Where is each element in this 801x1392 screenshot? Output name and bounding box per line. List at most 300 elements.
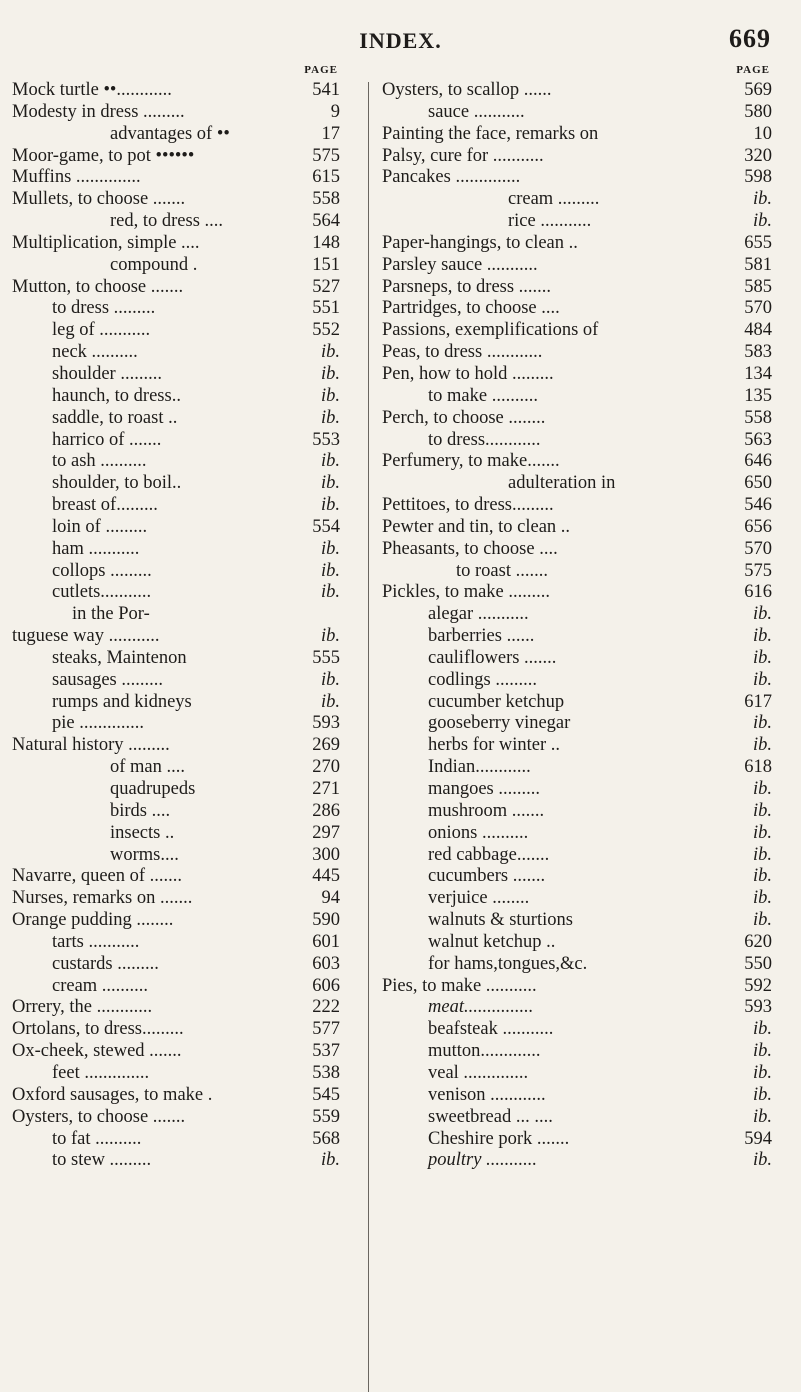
right-entries-list xyxy=(382,80,782,1172)
index-entry xyxy=(382,582,782,604)
index-entry xyxy=(382,1019,782,1041)
index-entry xyxy=(382,320,782,342)
index-entry-page: 10 xyxy=(753,123,772,144)
index-entry-page: 555 xyxy=(312,647,340,668)
index-entry-text: Mutton, to choose ....... xyxy=(12,276,184,297)
index-entry-page: 151 xyxy=(312,254,340,275)
index-entry xyxy=(12,364,348,386)
index-entry-text: mutton............. xyxy=(428,1041,541,1062)
index-entry-text: Parsneps, to dress ....... xyxy=(382,276,552,297)
index-entry xyxy=(382,80,782,102)
index-entry-text: Natural history ......... xyxy=(12,735,170,756)
index-entry-text: quadrupeds xyxy=(110,779,196,799)
index-entry-page: ib. xyxy=(320,560,340,581)
index-entry xyxy=(12,932,348,954)
index-entry-text: herbs for winter .. xyxy=(428,735,561,756)
index-entry-text: mushroom ....... xyxy=(428,800,545,821)
index-entry xyxy=(12,495,348,517)
index-entry-page: ib. xyxy=(752,211,772,232)
index-entry-text: to stew ......... xyxy=(52,1150,152,1171)
index-entry xyxy=(382,364,782,386)
index-entry xyxy=(12,713,348,735)
index-entry-page: 585 xyxy=(744,276,772,297)
index-entry xyxy=(382,866,782,888)
index-entry xyxy=(382,146,782,168)
index-entry xyxy=(382,233,782,255)
index-entry-page: 581 xyxy=(744,254,772,275)
index-entry xyxy=(12,757,348,779)
index-entry xyxy=(382,430,782,452)
index-entry-page: 484 xyxy=(744,320,772,341)
index-entry xyxy=(12,801,348,823)
index-entry-page: 580 xyxy=(744,101,772,122)
index-entry xyxy=(382,976,782,998)
index-entry-text: barberries ...... xyxy=(428,626,535,647)
index-entry-page: 616 xyxy=(744,582,772,603)
index-entry xyxy=(382,670,782,692)
index-entry xyxy=(382,735,782,757)
index-entry xyxy=(382,757,782,779)
index-entry-page: 550 xyxy=(744,953,772,974)
index-entry-text: custards ......... xyxy=(52,953,159,974)
index-entry-page: 570 xyxy=(744,298,772,319)
index-entry-page: 569 xyxy=(744,80,772,100)
index-entry-text: to roast ....... xyxy=(456,560,548,581)
index-entry-page: 577 xyxy=(312,1019,340,1040)
index-entry xyxy=(12,189,348,211)
index-entry-text: pie .............. xyxy=(52,713,144,734)
page-column-label: PAGE xyxy=(304,64,338,76)
index-entry xyxy=(12,866,348,888)
index-entry-text: compound . xyxy=(110,254,198,275)
index-entry-text: tuguese way ........... xyxy=(12,626,160,647)
index-entry-text: onions .......... xyxy=(428,822,529,843)
page-column-label: PAGE xyxy=(736,64,770,76)
index-entry-page: 17 xyxy=(321,123,340,144)
index-entry-page: ib. xyxy=(752,647,772,668)
index-entry-page: ib. xyxy=(320,385,340,406)
index-entry-page: 551 xyxy=(312,298,340,319)
index-entry-page: 575 xyxy=(744,560,772,581)
index-entry-text: Indian............ xyxy=(428,757,531,778)
index-entry xyxy=(12,342,348,364)
index-entry xyxy=(382,626,782,648)
index-entry xyxy=(12,124,348,146)
index-entry xyxy=(382,277,782,299)
index-entry-page: 445 xyxy=(312,866,340,887)
column-divider xyxy=(368,82,369,1392)
index-entry-text: cutlets........... xyxy=(52,582,152,603)
index-entry-page: 598 xyxy=(744,167,772,188)
index-entry-page: ib. xyxy=(320,538,340,559)
index-entry xyxy=(12,735,348,757)
index-entry-page: ib. xyxy=(752,822,772,843)
index-entry xyxy=(382,1063,782,1085)
index-entry-page: 618 xyxy=(744,757,772,778)
index-entry-page: 553 xyxy=(312,429,340,450)
index-entry xyxy=(382,386,782,408)
index-entry-text: Oysters, to scallop ...... xyxy=(382,80,552,100)
index-entry-text: tarts ........... xyxy=(52,931,140,952)
index-entry xyxy=(12,1150,348,1172)
index-entry xyxy=(12,430,348,452)
index-entry-text: collops ......... xyxy=(52,560,152,581)
index-entry xyxy=(382,167,782,189)
index-entry-text: leg of ........... xyxy=(52,320,151,341)
index-entry-page: ib. xyxy=(752,669,772,690)
index-entry xyxy=(12,823,348,845)
index-entry xyxy=(382,255,782,277)
index-entry-text: Orange pudding ........ xyxy=(12,910,174,931)
index-entry-text: gooseberry vinegar xyxy=(428,713,571,734)
index-entry-page: ib. xyxy=(752,779,772,799)
index-entry xyxy=(12,1019,348,1041)
index-entry-page: 558 xyxy=(312,189,340,210)
index-entry-text: to make .......... xyxy=(428,385,538,406)
index-entry-page: 538 xyxy=(312,1062,340,1083)
index-entry-text: Mullets, to choose ....... xyxy=(12,189,186,210)
index-entry xyxy=(382,845,782,867)
index-entry-text: Painting the face, remarks on xyxy=(382,123,599,144)
index-entry xyxy=(382,342,782,364)
index-entry-text: of man .... xyxy=(110,757,186,778)
index-entry-text: Palsy, cure for ........... xyxy=(382,145,544,166)
index-entry-page: ib. xyxy=(752,910,772,931)
index-entry-text: Oxford sausages, to make . xyxy=(12,1084,213,1105)
index-entry-text: neck .......... xyxy=(52,342,138,363)
index-entry-page: 537 xyxy=(312,1041,340,1062)
index-entry-text: for hams,tongues,&c. xyxy=(428,953,588,974)
index-entry-page: ib. xyxy=(320,669,340,690)
index-entry-text: advantages of •• xyxy=(110,123,230,144)
index-entry-text: walnut ketchup .. xyxy=(428,931,556,952)
index-entry-page: 541 xyxy=(312,80,340,100)
index-entry-text: poultry ........... xyxy=(428,1150,537,1171)
index-entry xyxy=(382,1150,782,1172)
index-entry-page: 564 xyxy=(312,211,340,232)
index-entry-page: 570 xyxy=(744,538,772,559)
index-entry-page: 300 xyxy=(312,844,340,865)
index-entry-text: rumps and kidneys xyxy=(52,691,192,712)
index-entry xyxy=(12,779,348,801)
index-entry xyxy=(12,233,348,255)
index-entry xyxy=(382,408,782,430)
index-entry-text: Navarre, queen of ....... xyxy=(12,866,183,887)
index-entry xyxy=(382,495,782,517)
index-entry xyxy=(12,626,348,648)
index-entry-page: 222 xyxy=(312,997,340,1018)
index-entry-page: 594 xyxy=(744,1128,772,1149)
index-entry-page: 94 xyxy=(321,888,340,909)
index-entry xyxy=(382,561,782,583)
right-index-column xyxy=(382,64,782,1392)
index-entry xyxy=(382,539,782,561)
index-entry-page: 568 xyxy=(312,1128,340,1149)
index-entry-text: codlings ......... xyxy=(428,669,537,690)
index-entry-text: in the Por- xyxy=(72,604,150,625)
index-entry-text: Passions, exemplifications of xyxy=(382,320,599,341)
index-entry-text: steaks, Maintenon xyxy=(52,647,187,668)
index-entry-text: Perfumery, to make....... xyxy=(382,451,560,472)
index-entry-page: ib. xyxy=(320,495,340,516)
index-entry xyxy=(12,146,348,168)
index-entry-page: 135 xyxy=(744,385,772,406)
index-entry xyxy=(382,713,782,735)
index-entry xyxy=(12,277,348,299)
page-header xyxy=(0,6,801,52)
index-entry-text: Pen, how to hold ......... xyxy=(382,363,554,384)
index-entry xyxy=(382,517,782,539)
index-entry-text: Oysters, to choose ....... xyxy=(12,1106,186,1127)
index-entry-page: ib. xyxy=(320,1150,340,1171)
index-entry-text: Modesty in dress ......... xyxy=(12,101,185,122)
index-entry-text: red, to dress .... xyxy=(110,211,224,232)
index-entry-page: 601 xyxy=(312,931,340,952)
index-entry xyxy=(382,1041,782,1063)
index-entry-page: 545 xyxy=(312,1084,340,1105)
index-entry-page: 286 xyxy=(312,800,340,821)
index-entry-page: 148 xyxy=(312,232,340,253)
index-entry-page: 297 xyxy=(312,822,340,843)
index-entry xyxy=(12,997,348,1019)
index-entry-text: Pies, to make ........... xyxy=(382,975,537,996)
index-entry xyxy=(12,211,348,233)
index-entry-text: meat............... xyxy=(428,997,534,1018)
index-entry xyxy=(12,976,348,998)
index-entry-text: Orrery, the ............ xyxy=(12,997,153,1018)
index-entry-text: to dress ......... xyxy=(52,298,156,319)
index-entry-page: 134 xyxy=(744,363,772,384)
index-entry-text: insects .. xyxy=(110,822,175,843)
index-entry xyxy=(382,124,782,146)
index-entry xyxy=(12,408,348,430)
index-entry-page: ib. xyxy=(320,342,340,363)
index-entry-text: Partridges, to choose .... xyxy=(382,298,560,319)
index-entry xyxy=(12,167,348,189)
index-entry xyxy=(382,779,782,801)
index-entry xyxy=(382,648,782,670)
index-entry-page: ib. xyxy=(752,1150,772,1171)
index-entry xyxy=(12,517,348,539)
index-entry-page: 271 xyxy=(312,779,340,799)
index-entry-text: Pewter and tin, to clean .. xyxy=(382,516,571,537)
index-entry xyxy=(12,451,348,473)
index-entry xyxy=(382,102,782,124)
index-entry-page: ib. xyxy=(320,451,340,472)
index-entry xyxy=(382,604,782,626)
index-entry-page: 593 xyxy=(744,997,772,1018)
index-entry-text: saddle, to roast .. xyxy=(52,407,178,428)
index-entry-page: ib. xyxy=(752,1106,772,1127)
index-entry-text: Pettitoes, to dress......... xyxy=(382,495,554,516)
index-entry-page: ib. xyxy=(320,626,340,647)
index-entry-page: 558 xyxy=(744,407,772,428)
index-entry-text: red cabbage....... xyxy=(428,844,550,865)
index-entry-page: ib. xyxy=(752,866,772,887)
index-entry-page: 559 xyxy=(312,1106,340,1127)
index-entry xyxy=(382,954,782,976)
index-entry xyxy=(382,1129,782,1151)
index-entry-page: ib. xyxy=(752,888,772,909)
index-entry xyxy=(12,888,348,910)
index-entry-text: walnuts & sturtions xyxy=(428,910,573,931)
index-entry-page: ib. xyxy=(320,363,340,384)
index-entry-page: ib. xyxy=(320,473,340,494)
index-entry xyxy=(12,320,348,342)
page-title: INDEX. xyxy=(359,28,442,53)
index-entry xyxy=(12,561,348,583)
index-entry-page: ib. xyxy=(752,735,772,756)
index-entry xyxy=(12,648,348,670)
index-entry-text: cucumbers ....... xyxy=(428,866,546,887)
index-entry-page: 603 xyxy=(312,953,340,974)
index-entry-page: ib. xyxy=(752,1084,772,1105)
index-entry xyxy=(382,910,782,932)
index-entry xyxy=(12,845,348,867)
index-entry-text: Ortolans, to dress......... xyxy=(12,1019,184,1040)
index-entry-text: Parsley sauce ........... xyxy=(382,254,538,275)
index-entry-page: 656 xyxy=(744,516,772,537)
index-entry-page: 270 xyxy=(312,757,340,778)
index-entry-page: 527 xyxy=(312,276,340,297)
index-entry-text: alegar ........... xyxy=(428,604,529,625)
index-entry xyxy=(12,298,348,320)
index-entry-page: 9 xyxy=(330,101,340,122)
index-entry-text: feet .............. xyxy=(52,1062,150,1083)
index-entry-page: 546 xyxy=(744,495,772,516)
index-entry xyxy=(12,670,348,692)
index-entry xyxy=(12,1041,348,1063)
index-entry-page: ib. xyxy=(752,189,772,210)
index-entry-text: to dress............ xyxy=(428,429,541,450)
index-entry-text: adulteration in xyxy=(508,473,616,494)
index-entry xyxy=(12,910,348,932)
index-entry xyxy=(12,1129,348,1151)
index-entry-text: Muffins .............. xyxy=(12,167,141,188)
index-entry xyxy=(12,604,348,626)
index-entry-page: 590 xyxy=(312,910,340,931)
index-entry xyxy=(382,451,782,473)
left-entries-list xyxy=(12,80,348,1172)
index-entry xyxy=(382,801,782,823)
index-entry-text: to fat .......... xyxy=(52,1128,142,1149)
index-entry-text: mangoes ......... xyxy=(428,779,541,799)
index-entry xyxy=(12,386,348,408)
index-entry-page: 269 xyxy=(312,735,340,756)
index-entry-text: Pheasants, to choose .... xyxy=(382,538,558,559)
index-entry-page: 563 xyxy=(744,429,772,450)
index-entry xyxy=(12,692,348,714)
index-entry-text: rice ........... xyxy=(508,211,592,232)
index-entry xyxy=(12,80,348,102)
index-entry-page: 615 xyxy=(312,167,340,188)
index-entry xyxy=(12,1063,348,1085)
index-entry-page: 583 xyxy=(744,342,772,363)
page-number: 669 xyxy=(729,24,771,53)
index-entry-page: ib. xyxy=(752,844,772,865)
index-entry-text: cream ......... xyxy=(508,189,600,210)
index-entry-page: 552 xyxy=(312,320,340,341)
index-entry-page: ib. xyxy=(752,800,772,821)
index-entry-text: cauliflowers ....... xyxy=(428,647,557,668)
index-entry-text: Pickles, to make ......... xyxy=(382,582,551,603)
index-entry-text: Nurses, remarks on ....... xyxy=(12,888,193,909)
index-entry-page: ib. xyxy=(320,582,340,603)
index-entry xyxy=(382,473,782,495)
index-entry-text: sausages ......... xyxy=(52,669,163,690)
index-entry-text: loin of ......... xyxy=(52,516,148,537)
index-entry-text: ham ........... xyxy=(52,538,140,559)
index-entry xyxy=(382,189,782,211)
index-entry xyxy=(12,102,348,124)
index-entry-text: worms.... xyxy=(110,844,179,865)
index-entry-page: ib. xyxy=(752,1041,772,1062)
index-entry-text: harrico of ....... xyxy=(52,429,162,450)
index-entry-page: ib. xyxy=(752,1019,772,1040)
index-entry-page: 554 xyxy=(312,516,340,537)
index-entry-text: veal .............. xyxy=(428,1062,529,1083)
index-entry-text: to ash .......... xyxy=(52,451,147,472)
index-entry-text: beafsteak ........... xyxy=(428,1019,554,1040)
index-entry-text: Peas, to dress ............ xyxy=(382,342,543,363)
index-entry xyxy=(382,1085,782,1107)
index-entry-page: 593 xyxy=(312,713,340,734)
index-entry-text: shoulder, to boil.. xyxy=(52,473,182,494)
index-entry-page: ib. xyxy=(320,407,340,428)
index-entry xyxy=(382,823,782,845)
index-entry-text: shoulder ......... xyxy=(52,363,162,384)
index-entry xyxy=(382,888,782,910)
index-entry-text: sauce ........... xyxy=(428,101,525,122)
index-entry-text: Multiplication, simple .... xyxy=(12,232,200,253)
index-entry-page: ib. xyxy=(320,691,340,712)
index-entry-page: 655 xyxy=(744,232,772,253)
index-entry xyxy=(382,298,782,320)
index-entry-text: birds .... xyxy=(110,800,171,821)
index-entry-text: Ox-cheek, stewed ....... xyxy=(12,1041,182,1062)
index-entry-text: verjuice ........ xyxy=(428,888,530,909)
index-entry-text: venison ............ xyxy=(428,1084,546,1105)
index-entry-page: 646 xyxy=(744,451,772,472)
index-entry-text: Pancakes .............. xyxy=(382,167,521,188)
index-entry xyxy=(12,954,348,976)
index-entry-page: ib. xyxy=(752,713,772,734)
index-entry-text: breast of......... xyxy=(52,495,158,516)
index-entry-text: Cheshire pork ....... xyxy=(428,1128,570,1149)
left-index-column xyxy=(12,64,348,1392)
index-entry-page: 575 xyxy=(312,145,340,166)
index-entry xyxy=(382,932,782,954)
index-entry xyxy=(12,539,348,561)
index-entry-text: cream .......... xyxy=(52,975,149,996)
index-entry-text: Perch, to choose ........ xyxy=(382,407,546,428)
index-entry xyxy=(382,692,782,714)
index-entry xyxy=(382,997,782,1019)
index-entry-text: Paper-hangings, to clean .. xyxy=(382,232,578,253)
index-entry-page: ib. xyxy=(752,604,772,625)
index-entry-page: 650 xyxy=(744,473,772,494)
index-entry-page: ib. xyxy=(752,626,772,647)
index-entry-page: 320 xyxy=(744,145,772,166)
index-entry xyxy=(382,1107,782,1129)
index-entry-text: Mock turtle ••............ xyxy=(12,80,172,100)
index-entry-text: sweetbread ... .... xyxy=(428,1106,553,1127)
index-entry xyxy=(382,211,782,233)
index-entry-text: haunch, to dress.. xyxy=(52,385,181,406)
index-entry-page: 617 xyxy=(744,691,772,712)
index-entry xyxy=(12,1107,348,1129)
index-entry-text: cucumber ketchup xyxy=(428,691,565,712)
